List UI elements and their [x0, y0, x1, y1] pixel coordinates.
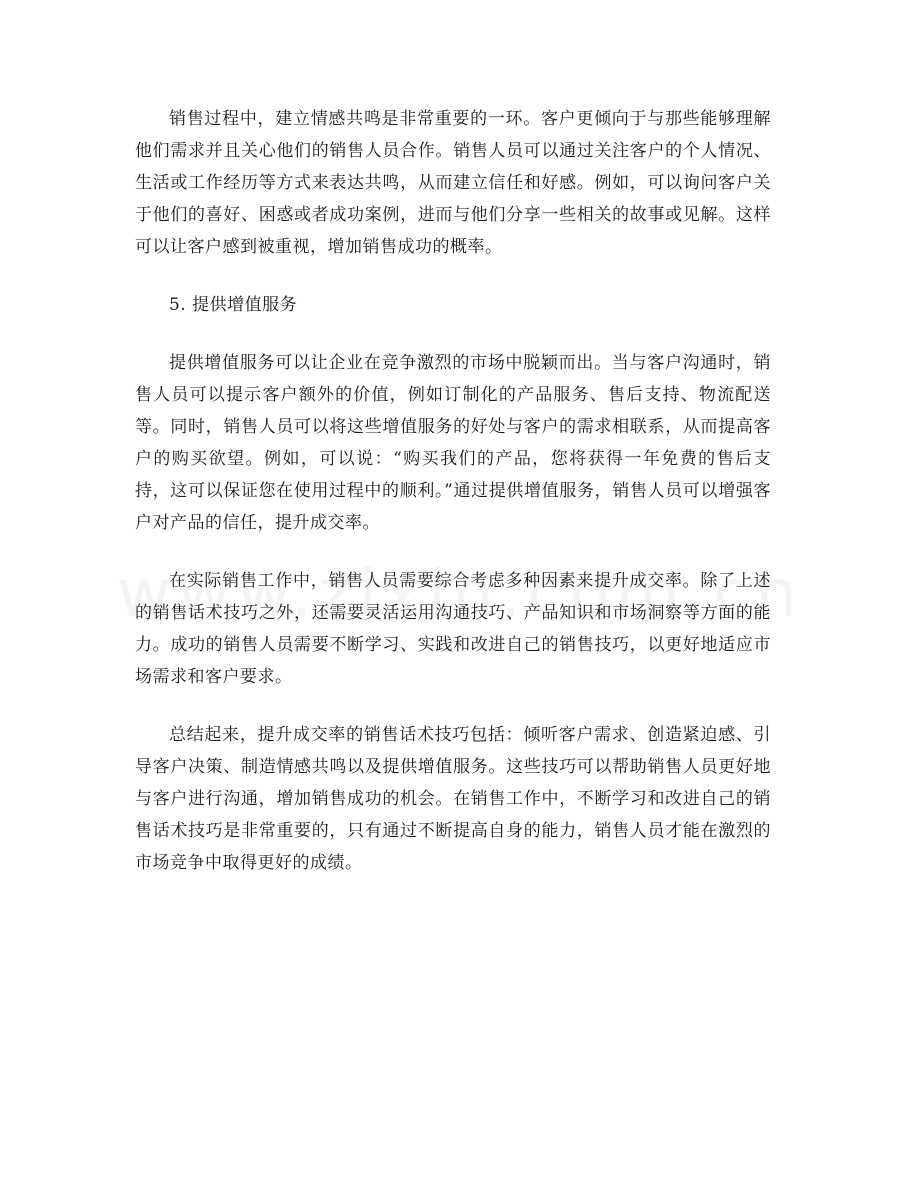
paragraph-empathy: 销售过程中，建立情感共鸣是非常重要的一环。客户更倾向于与那些能够理解他们需求并且关心他们的销售人员合作。销售人员可以通过关注客户的个人情况、生活或工作经历等方式来表达共鸣，从而建立信任和好感。例如，可以询问客户关于他们的喜好、困惑或者成功案例，进而与他们分享一些相关的故事或见解。这样可以让客户感到被重视，增加销售成功的概率。 [135, 109, 771, 257]
section-heading-value-added-services: 5. 提供增值服务 [169, 295, 298, 315]
paragraph-value-added-services: 提供增值服务可以让企业在竞争激烈的市场中脱颖而出。当与客户沟通时，销售人员可以提示客户额外的价值，例如订制化的产品服务、售后支持、物流配送等。同时，销售人员可以将这些增值服务的好处与客户的需求相联系，从而提高客户的购买欲望。例如，可以说：“购买我们的产品，您将获得一年免费的售后支持，这可以保证您在使用过程中的顺利。”通过提供增值服务，销售人员可以增强客户对产品的信任，提升成交率。 [135, 353, 771, 533]
paragraph-practical-sales: 在实际销售工作中，销售人员需要综合考虑多种因素来提升成交率。除了上述的销售话术技巧之外，还需要灵活运用沟通技巧、产品知识和市场洞察等方面的能力。成功的销售人员需要不断学习、实践和改进自己的销售技巧，以更好地适应市场需求和客户要求。 [135, 571, 771, 687]
document-body [135, 103, 771, 905]
paragraph-summary: 总结起来，提升成交率的销售话术技巧包括：倾听客户需求、创造紧迫感、引导客户决策、制造情感共鸣以及提供增值服务。这些技巧可以帮助销售人员更好地与客户进行沟通，增加销售成功的机会。在销售工作中，不断学习和改进自己的销售话术技巧是非常重要的，只有通过不断提高自身的能力，销售人员才能在激烈的市场竞争中取得更好的成绩。 [135, 725, 771, 873]
